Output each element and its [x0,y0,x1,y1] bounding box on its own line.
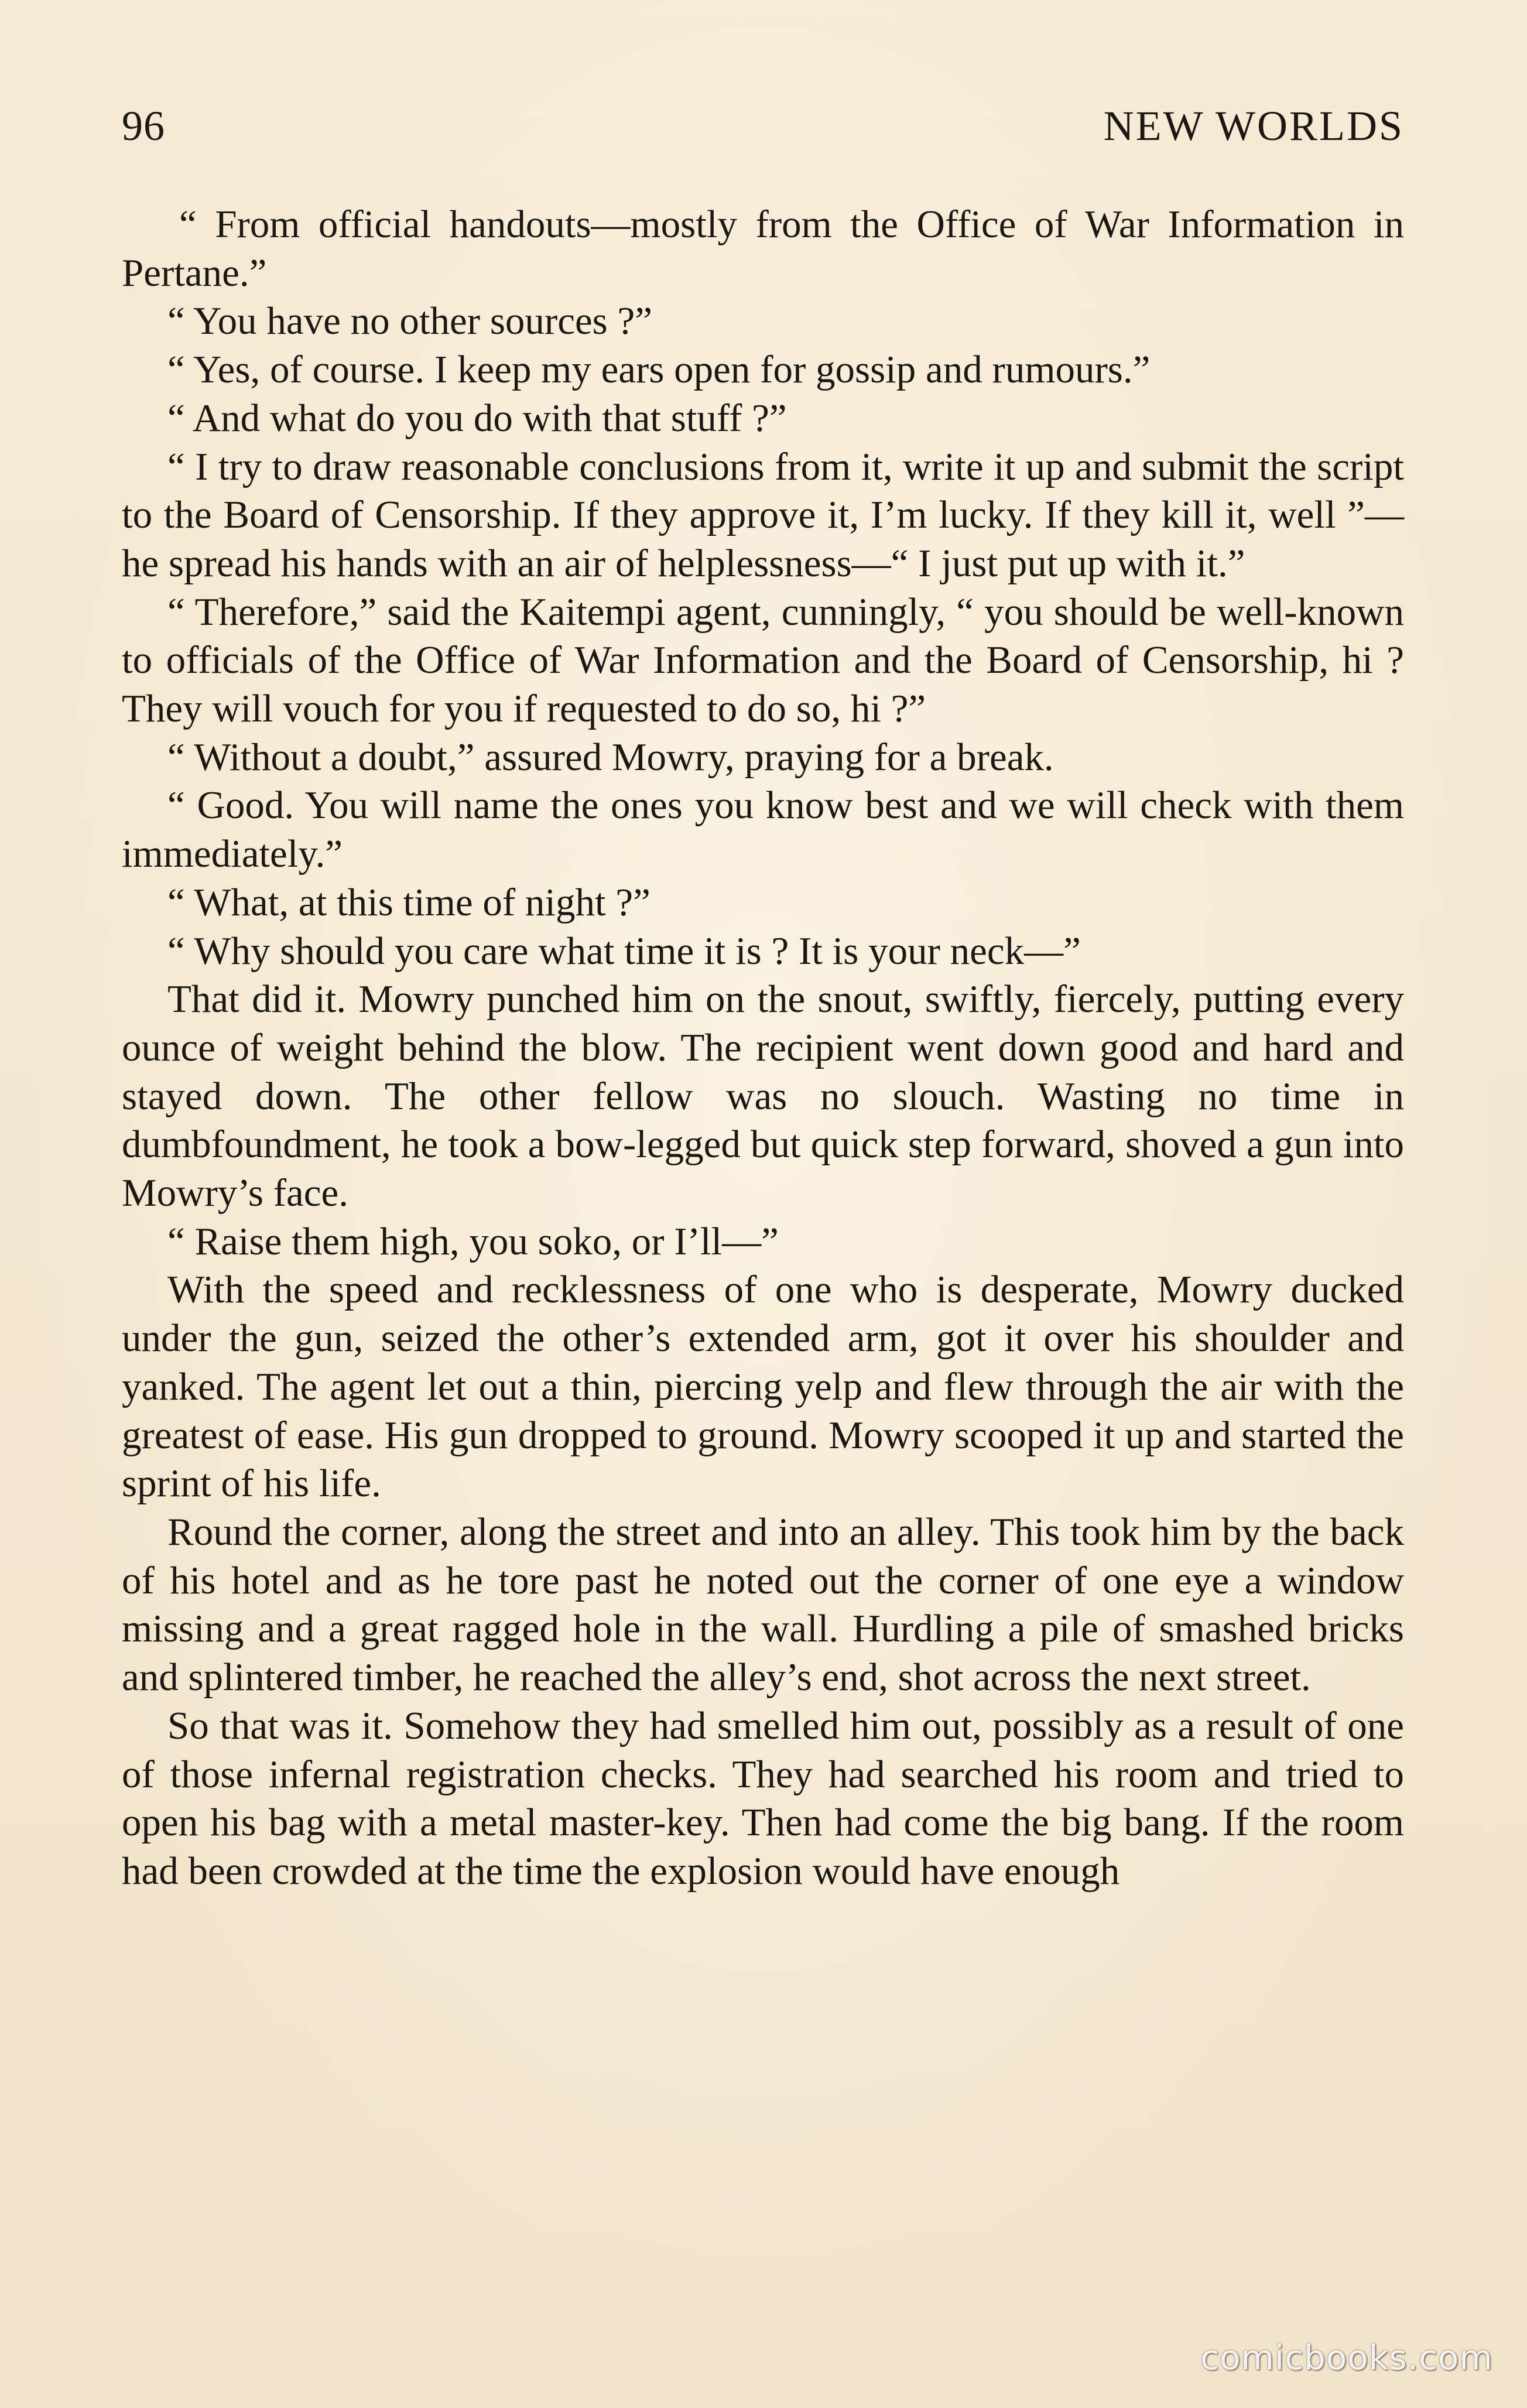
watermark: comicbooks.com [1200,2338,1493,2378]
page-number: 96 [122,102,165,149]
paragraph: “ From official handouts—mostly from the Office of War Information in Pertane.” [122,203,1404,295]
paragraph: “ And what do you do with that stuff ?” [167,396,787,440]
paragraph: “ Yes, of course. I keep my ears open for gossip and rumours.” [167,348,1151,392]
body-text [122,200,1404,1896]
paragraph: Round the corner, along the street and into an alley. This took him by the back of his hotel and as he tore past he noted out the corner of one eye a window missing and a great ragged hole in the wall. Hurdling a pile of smashed bricks and splintered timber, he reached the alley’s end, shot across the next street. [122,1510,1404,1699]
running-head: NEW WORLDS [1103,102,1404,149]
paragraph: “ You have no other sources ?” [167,299,652,343]
paragraph: So that was it. Somehow they had smelled him out, possibly as a result of one of those infernal registration checks. They had searched his room and tried to open his bag with a metal master-key. Then had come the big bang. If the room had been crowded at the time the explosion would have enough [122,1704,1404,1893]
page-header [122,100,1404,152]
paragraph: That did it. Mowry punched him on the snout, swiftly, fiercely, putting every ounce of weight behind the blow. The recipient went down good and hard and stayed down. The other fellow was no slouch. Wasting no time in dumbfoundment, he took a bow-legged but quick step forward, shoved a gun into Mowry’s face. [122,977,1404,1215]
paragraph: “ Therefore,” said the Kaitempi agent, cunningly, “ you should be well-known to officials of the Office of War Information and the Board of Censorship, hi ? They will vouch for you if requested to do so, hi ?” [122,590,1404,731]
paragraph: “ Raise them high, you soko, or I’ll—” [167,1219,779,1263]
paragraph: “ What, at this time of night ?” [167,880,650,924]
paragraph: “ I try to draw reasonable conclusions from it, write it up and submit the script to the Board of Censorship. If they approve it, I’m lucky. If they kill it, well ”—he spread his hands with an air of helplessness—“ I just put up with it.” [122,444,1404,585]
paragraph: “ Why should you care what time it is ? It is your neck—” [167,929,1081,973]
paragraph: With the speed and recklessness of one who is desperate, Mowry ducked under the gun, seized the other’s extended arm, got it over his shoulder and yanked. The agent let out a thin, piercing yelp and flew through the air with the greatest of ease. His gun dropped to ground. Mowry scooped it up and started the sprint of his life. [122,1268,1404,1506]
paragraph: “ Without a doubt,” assured Mowry, praying for a break. [167,735,1054,779]
paragraph: “ Good. You will name the ones you know best and we will check with them immediately.” [122,784,1404,876]
